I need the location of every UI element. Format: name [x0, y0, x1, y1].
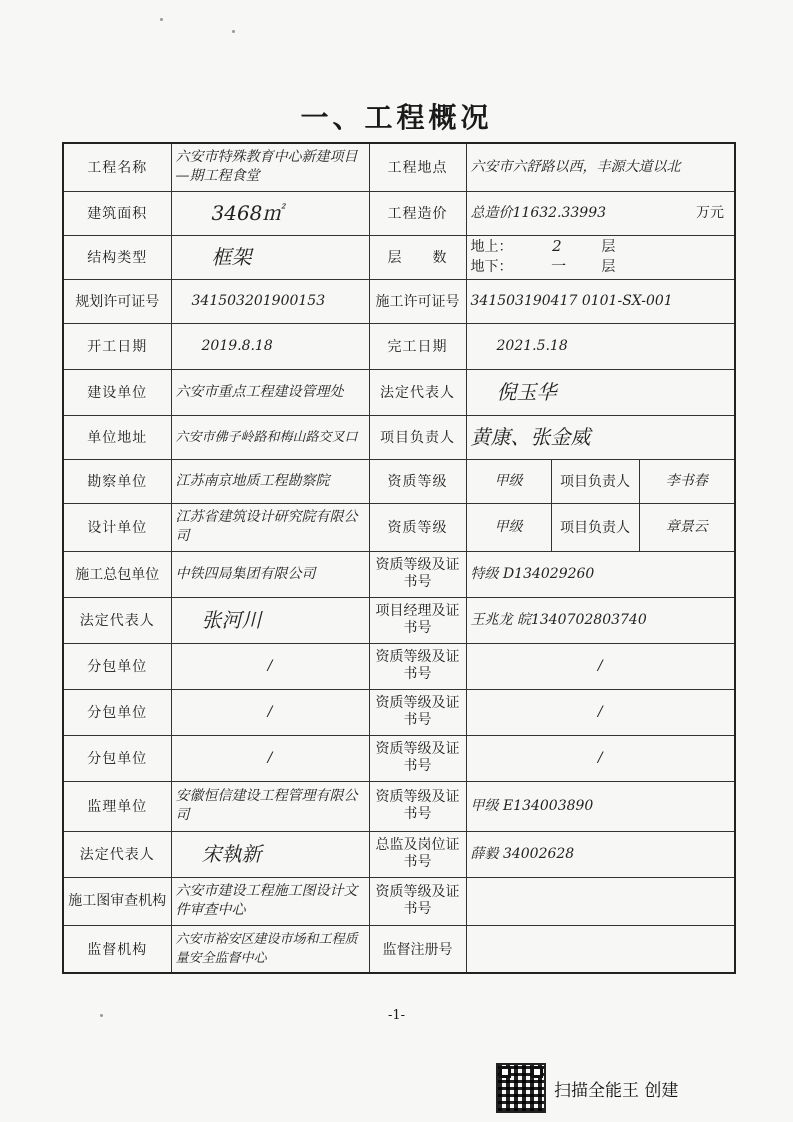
floors-below-unit: 层: [601, 259, 616, 275]
value-contractor-cert: 特级 D134029260: [466, 551, 735, 597]
label-oversight: 监督机构: [63, 925, 171, 973]
label-area: 建筑面积: [63, 191, 171, 235]
row-planning: [63, 279, 735, 323]
row-drawing-review: [63, 877, 735, 925]
value-owner-rep: 倪玉华: [466, 369, 735, 415]
value-project-manager: 王兆龙 皖1340702803740: [466, 597, 735, 643]
value-subcontractor-2: /: [171, 689, 369, 735]
label-project-manager: 项目经理及证书号: [369, 597, 466, 643]
row-owner: [63, 369, 735, 415]
value-chief-supervisor: 薛毅 34002628: [466, 831, 735, 877]
label-survey-unit: 勘察单位: [63, 459, 171, 503]
label-drawing-review: 施工图审查机构: [63, 877, 171, 925]
label-start-date: 开工日期: [63, 323, 171, 369]
value-subcontractor-1-cert: /: [466, 643, 735, 689]
label-owner-rep: 法定代表人: [369, 369, 466, 415]
label-subcontractor-1: 分包单位: [63, 643, 171, 689]
scanner-watermark: 扫描全能王 创建: [554, 1081, 679, 1101]
value-project-lead: 黄康、张金威: [466, 415, 735, 459]
value-project-location: 六安市六舒路以西，丰源大道以北: [466, 143, 735, 191]
row-area: [63, 191, 735, 235]
label-survey-grade: 资质等级: [369, 459, 466, 503]
label-survey-lead: 项目负责人: [551, 459, 639, 503]
row-subcontractor-1: [63, 643, 735, 689]
label-contractor: 施工总包单位: [63, 551, 171, 597]
cost-cell: [466, 191, 735, 235]
row-oversight: [63, 925, 735, 973]
floors-below-value: 一: [549, 257, 565, 275]
row-subcontractor-3: [63, 735, 735, 781]
label-floors: 层 数: [369, 235, 466, 279]
row-subcontractor-2: [63, 689, 735, 735]
label-supervision-rep: 法定代表人: [63, 831, 171, 877]
label-supervision-cert: 资质等级及证书号: [369, 781, 466, 831]
label-structure: 结构类型: [63, 235, 171, 279]
label-subcontractor-1-cert: 资质等级及证书号: [369, 643, 466, 689]
row-contractor: [63, 551, 735, 597]
row-address: [63, 415, 735, 459]
value-subcontractor-3-cert: /: [466, 735, 735, 781]
label-subcontractor-2-cert: 资质等级及证书号: [369, 689, 466, 735]
label-supervision: 监理单位: [63, 781, 171, 831]
floors-above-unit: 层: [601, 239, 616, 255]
value-design-unit: 江苏省建筑设计研究院有限公司: [171, 503, 369, 551]
value-oversight-reg: [466, 925, 735, 973]
label-chief-supervisor: 总监及岗位证书号: [369, 831, 466, 877]
value-survey-grade: 甲级: [466, 459, 551, 503]
value-oversight: 六安市裕安区建设市场和工程质量安全监督中心: [171, 925, 369, 973]
row-dates: [63, 323, 735, 369]
label-drawing-review-cert: 资质等级及证书号: [369, 877, 466, 925]
value-planning-permit: 341503201900153: [171, 279, 369, 323]
value-drawing-review-cert: [466, 877, 735, 925]
row-supervision-rep: [63, 831, 735, 877]
page-title: 一、工程概况: [300, 101, 493, 134]
label-contractor-cert: 资质等级及证书号: [369, 551, 466, 597]
value-supervision-cert: 甲级 E134003890: [466, 781, 735, 831]
value-end-date: 2021.5.18: [466, 323, 735, 369]
value-supervision: 安徽恒信建设工程管理有限公司: [171, 781, 369, 831]
page-number: -1-: [387, 1008, 406, 1023]
label-design-lead: 项目负责人: [551, 503, 639, 551]
value-address: 六安市佛子岭路和梅山路交叉口: [171, 415, 369, 459]
value-area: 3468㎡: [171, 191, 369, 235]
cost-unit: 万元: [696, 204, 725, 221]
label-project-name: 工程名称: [63, 143, 171, 191]
value-subcontractor-1: /: [171, 643, 369, 689]
label-construction-permit: 施工许可证号: [369, 279, 466, 323]
value-drawing-review: 六安市建设工程施工图设计文件审查中心: [171, 877, 369, 925]
floors-above-value: 2: [552, 237, 562, 255]
value-project-name: 六安市特殊教育中心新建项目—期工程食堂: [171, 143, 369, 191]
row-survey: [63, 459, 735, 503]
floors-below-label: 地下：: [470, 259, 513, 275]
row-project-name: [63, 143, 735, 191]
label-contractor-rep: 法定代表人: [63, 597, 171, 643]
value-subcontractor-3: /: [171, 735, 369, 781]
label-subcontractor-3-cert: 资质等级及证书号: [369, 735, 466, 781]
row-supervision: [63, 781, 735, 831]
label-address: 单位地址: [63, 415, 171, 459]
row-design: [63, 503, 735, 551]
label-project-lead: 项目负责人: [369, 415, 466, 459]
value-subcontractor-2-cert: /: [466, 689, 735, 735]
label-cost: 工程造价: [369, 191, 466, 235]
value-owner: 六安市重点工程建设管理处: [171, 369, 369, 415]
label-design-unit: 设计单位: [63, 503, 171, 551]
value-structure: 框架: [171, 235, 369, 279]
row-structure: [63, 235, 735, 279]
value-start-date: 2019.8.18: [171, 323, 369, 369]
label-project-location: 工程地点: [369, 143, 466, 191]
value-cost: 总造价11632.33993: [470, 204, 607, 221]
label-design-grade: 资质等级: [369, 503, 466, 551]
qr-code-icon: [496, 1063, 546, 1113]
label-planning-permit: 规划许可证号: [63, 279, 171, 323]
value-contractor-rep: 张河川: [171, 597, 369, 643]
floors-cell: [466, 235, 735, 279]
value-survey-unit: 江苏南京地质工程勘察院: [171, 459, 369, 503]
value-design-grade: 甲级: [466, 503, 551, 551]
label-owner: 建设单位: [63, 369, 171, 415]
label-subcontractor-2: 分包单位: [63, 689, 171, 735]
value-survey-lead: 李书春: [639, 459, 735, 503]
value-supervision-rep: 宋執新: [171, 831, 369, 877]
floors-above-label: 地上：: [470, 239, 513, 255]
label-subcontractor-3: 分包单位: [63, 735, 171, 781]
row-contractor-rep: [63, 597, 735, 643]
value-construction-permit: 341503190417 0101-SX-001: [466, 279, 735, 323]
value-design-lead: 章景云: [639, 503, 735, 551]
label-oversight-reg: 监督注册号: [369, 925, 466, 973]
value-contractor: 中铁四局集团有限公司: [171, 551, 369, 597]
label-end-date: 完工日期: [369, 323, 466, 369]
project-overview-table: [62, 142, 736, 974]
